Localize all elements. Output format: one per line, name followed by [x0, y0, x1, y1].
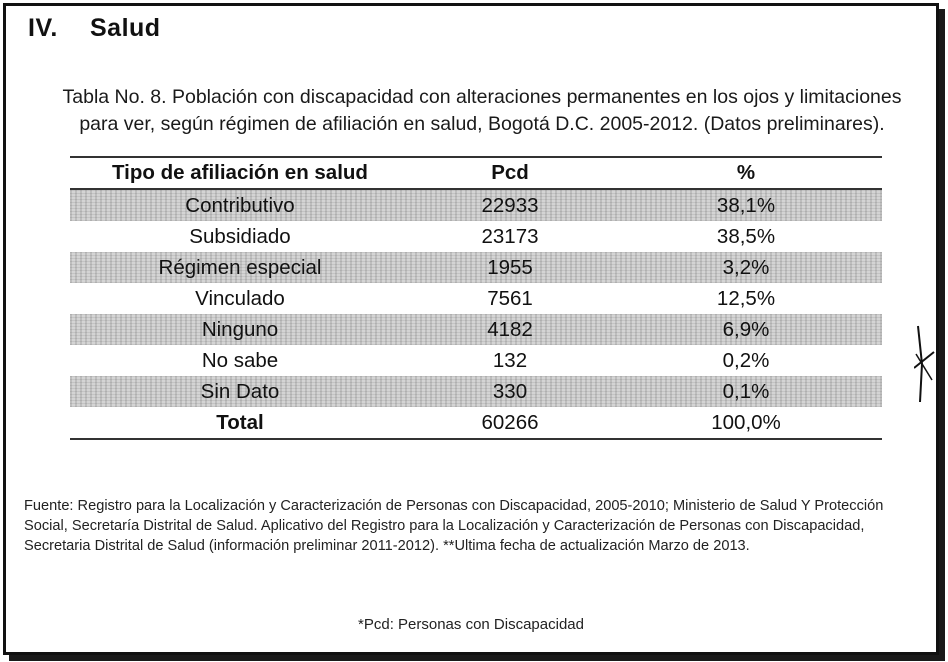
table-total-row — [70, 407, 882, 439]
cell-tipo: Total — [70, 407, 410, 439]
cell-tipo: No sabe — [201, 348, 279, 372]
table-row — [70, 283, 882, 314]
footnote: *Pcd: Personas con Discapacidad — [358, 616, 584, 633]
table-row — [70, 189, 882, 221]
header-percent: % — [610, 157, 882, 189]
cell-tipo: Contributivo — [70, 189, 410, 221]
document-frame — [3, 3, 939, 655]
section-heading — [28, 14, 161, 43]
cell-percent: 12,5% — [716, 286, 776, 310]
cell-pcd: 23173 — [481, 224, 539, 248]
section-title: Salud — [90, 14, 161, 42]
section-number: IV. — [28, 14, 58, 42]
pen-mark-icon — [914, 324, 936, 404]
cell-pcd: 4182 — [410, 314, 610, 345]
table-row — [70, 221, 882, 252]
header-pcd: Pcd — [410, 157, 610, 189]
table-row — [70, 345, 882, 376]
cell-tipo: Régimen especial — [70, 252, 410, 283]
table-row — [70, 376, 882, 407]
cell-percent: 38,1% — [610, 189, 882, 221]
table-caption: Tabla No. 8. Población con discapacidad con alteraciones permanentes en los ojos y limitaciones para ver, según régimen de afiliación en salud, Bogotá D.C. 2005-2012. (Datos preliminares). — [62, 86, 902, 135]
cell-percent: 0,2% — [722, 348, 770, 372]
cell-tipo: Subsidiado — [189, 224, 291, 248]
cell-pcd: 1955 — [410, 252, 610, 283]
source-note: Fuente: Registro para la Localización y Caracterización de Personas con Discapacidad, 2005-2010; Ministerio de Salud Y Protección Social, Secretaría Distrital de Salud. Aplicativo del Registro para la Localización y Caracterización de Personas con Discapacidad, Secretaria Distrital de Salud (información preliminar 2011-2012). **Ultima fecha de actualización Marzo de 2013. — [24, 498, 884, 554]
cell-tipo: Sin Dato — [70, 376, 410, 407]
cell-percent: 38,5% — [716, 224, 776, 248]
table-row — [70, 314, 882, 345]
data-table — [70, 156, 882, 440]
cell-tipo: Vinculado — [195, 286, 285, 310]
cell-percent: 0,1% — [610, 376, 882, 407]
cell-percent: 6,9% — [610, 314, 882, 345]
cell-pcd: 22933 — [410, 189, 610, 221]
cell-percent: 100,0% — [610, 407, 882, 439]
table-row — [70, 252, 882, 283]
header-tipo: Tipo de afiliación en salud — [70, 157, 410, 189]
cell-pcd: 60266 — [410, 407, 610, 439]
cell-pcd: 330 — [410, 376, 610, 407]
cell-pcd: 7561 — [487, 286, 533, 310]
cell-percent: 3,2% — [610, 252, 882, 283]
table-header-row — [70, 157, 882, 189]
cell-pcd: 132 — [492, 348, 528, 372]
cell-tipo: Ninguno — [70, 314, 410, 345]
